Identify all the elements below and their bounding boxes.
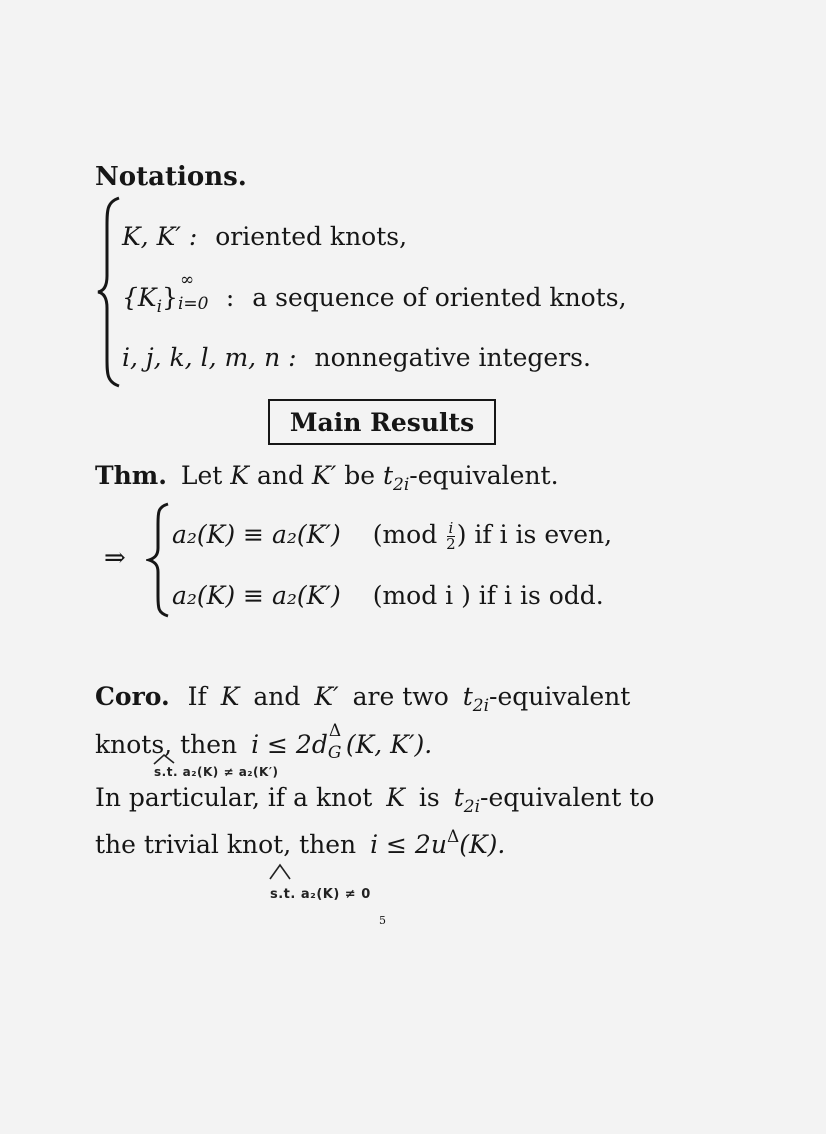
section-title: Main Results	[289, 407, 475, 437]
fraction-numerator: i	[448, 519, 454, 537]
corollary-arg-k: (K).	[459, 830, 506, 859]
notation-sup-inf: ∞	[179, 270, 195, 290]
case-even-lhs: a₂(K) ≡ a₂(K′)	[172, 520, 341, 549]
section-title-box	[268, 399, 496, 445]
cases-brace	[146, 502, 172, 618]
corollary-delta-2: Δ	[446, 827, 460, 847]
notations-heading: Notations.	[95, 162, 247, 192]
notation-text-1: oriented knots,	[215, 222, 408, 251]
notation-row-sequence	[122, 270, 627, 317]
theorem-t-sub: 2i	[393, 475, 410, 495]
theorem-label: Thm.	[95, 461, 167, 490]
caret-mark-1	[150, 752, 180, 766]
theorem-text-let: Let	[180, 461, 223, 490]
notation-close-brace: }	[162, 283, 178, 312]
notation-symbols-1: K, K′ :	[122, 222, 198, 251]
corollary-delta: Δ	[328, 721, 342, 741]
corollary-and: and	[253, 682, 301, 711]
notation-row-integers	[122, 343, 591, 372]
corollary-is: is	[418, 783, 440, 812]
theorem-k: K	[230, 461, 249, 490]
corollary-k-2: K	[386, 783, 405, 812]
caret-mark-2	[268, 861, 292, 881]
corollary-line-4	[95, 827, 505, 859]
corollary-k: K	[220, 682, 240, 711]
corollary-t-sub-2: 2i	[463, 797, 481, 817]
notation-row-knots	[122, 222, 407, 251]
corollary-label: Coro.	[95, 682, 170, 711]
corollary-t: t	[462, 682, 473, 711]
corollary-trivial-knot: the trivial knot, then	[95, 830, 357, 859]
case-even-fraction	[446, 521, 456, 552]
corollary-if: If	[187, 682, 207, 711]
theorem-case-even	[172, 520, 612, 552]
corollary-t-sub: 2i	[472, 696, 490, 716]
notation-symbols-3: i, j, k, l, m, n :	[122, 343, 297, 372]
case-odd-lhs: a₂(K) ≡ a₂(K′)	[172, 581, 341, 610]
corollary-in-particular: In particular, if a knot	[95, 783, 373, 812]
theorem-case-odd	[172, 581, 604, 610]
corollary-line-3	[95, 783, 654, 817]
corollary-t-2: t	[453, 783, 464, 812]
corollary-args: (K, K′).	[345, 730, 433, 759]
case-even-mod: (mod	[372, 520, 438, 549]
theorem-equivalent: -equivalent.	[409, 461, 559, 490]
case-even-condition: ) if i is even,	[456, 520, 613, 549]
handwritten-note-1: s.t. a₂(K) ≠ a₂(K′)	[154, 765, 279, 779]
notation-text-2: a sequence of oriented knots,	[252, 283, 627, 312]
corollary-ineq-2: i ≤ 2u	[370, 830, 447, 859]
corollary-ineq: i ≤ 2d	[251, 730, 328, 759]
theorem-kprime: K′	[311, 461, 337, 490]
handwritten-note-2: s.t. a₂(K) ≠ 0	[270, 887, 371, 902]
theorem-and: and	[256, 461, 304, 490]
notation-symbols-2: {K	[122, 283, 157, 312]
notation-sub-i: i	[156, 297, 163, 317]
corollary-are-two: are two	[352, 682, 449, 711]
fraction-denominator: 2	[446, 535, 456, 553]
theorem-t: t	[382, 461, 394, 490]
implies-arrow: ⇒	[104, 543, 126, 573]
theorem-be: be	[344, 461, 376, 490]
corollary-knots-then: knots, then	[95, 730, 238, 759]
corollary-equivalent-to: -equivalent to	[480, 783, 655, 812]
case-odd-condition: (mod i ) if i is odd.	[372, 581, 604, 610]
theorem-statement	[95, 461, 559, 495]
notation-colon-2: :	[225, 283, 235, 312]
corollary-line-2	[95, 721, 433, 763]
notation-sub-range: i=0	[177, 294, 209, 314]
notation-text-3: nonnegative integers.	[314, 343, 591, 372]
page-number: 5	[379, 914, 386, 927]
corollary-equivalent: -equivalent	[489, 682, 631, 711]
corollary-g: G	[327, 743, 342, 763]
corollary-line-1	[95, 682, 630, 716]
notations-brace	[95, 196, 123, 388]
corollary-kprime: K′	[314, 682, 339, 711]
